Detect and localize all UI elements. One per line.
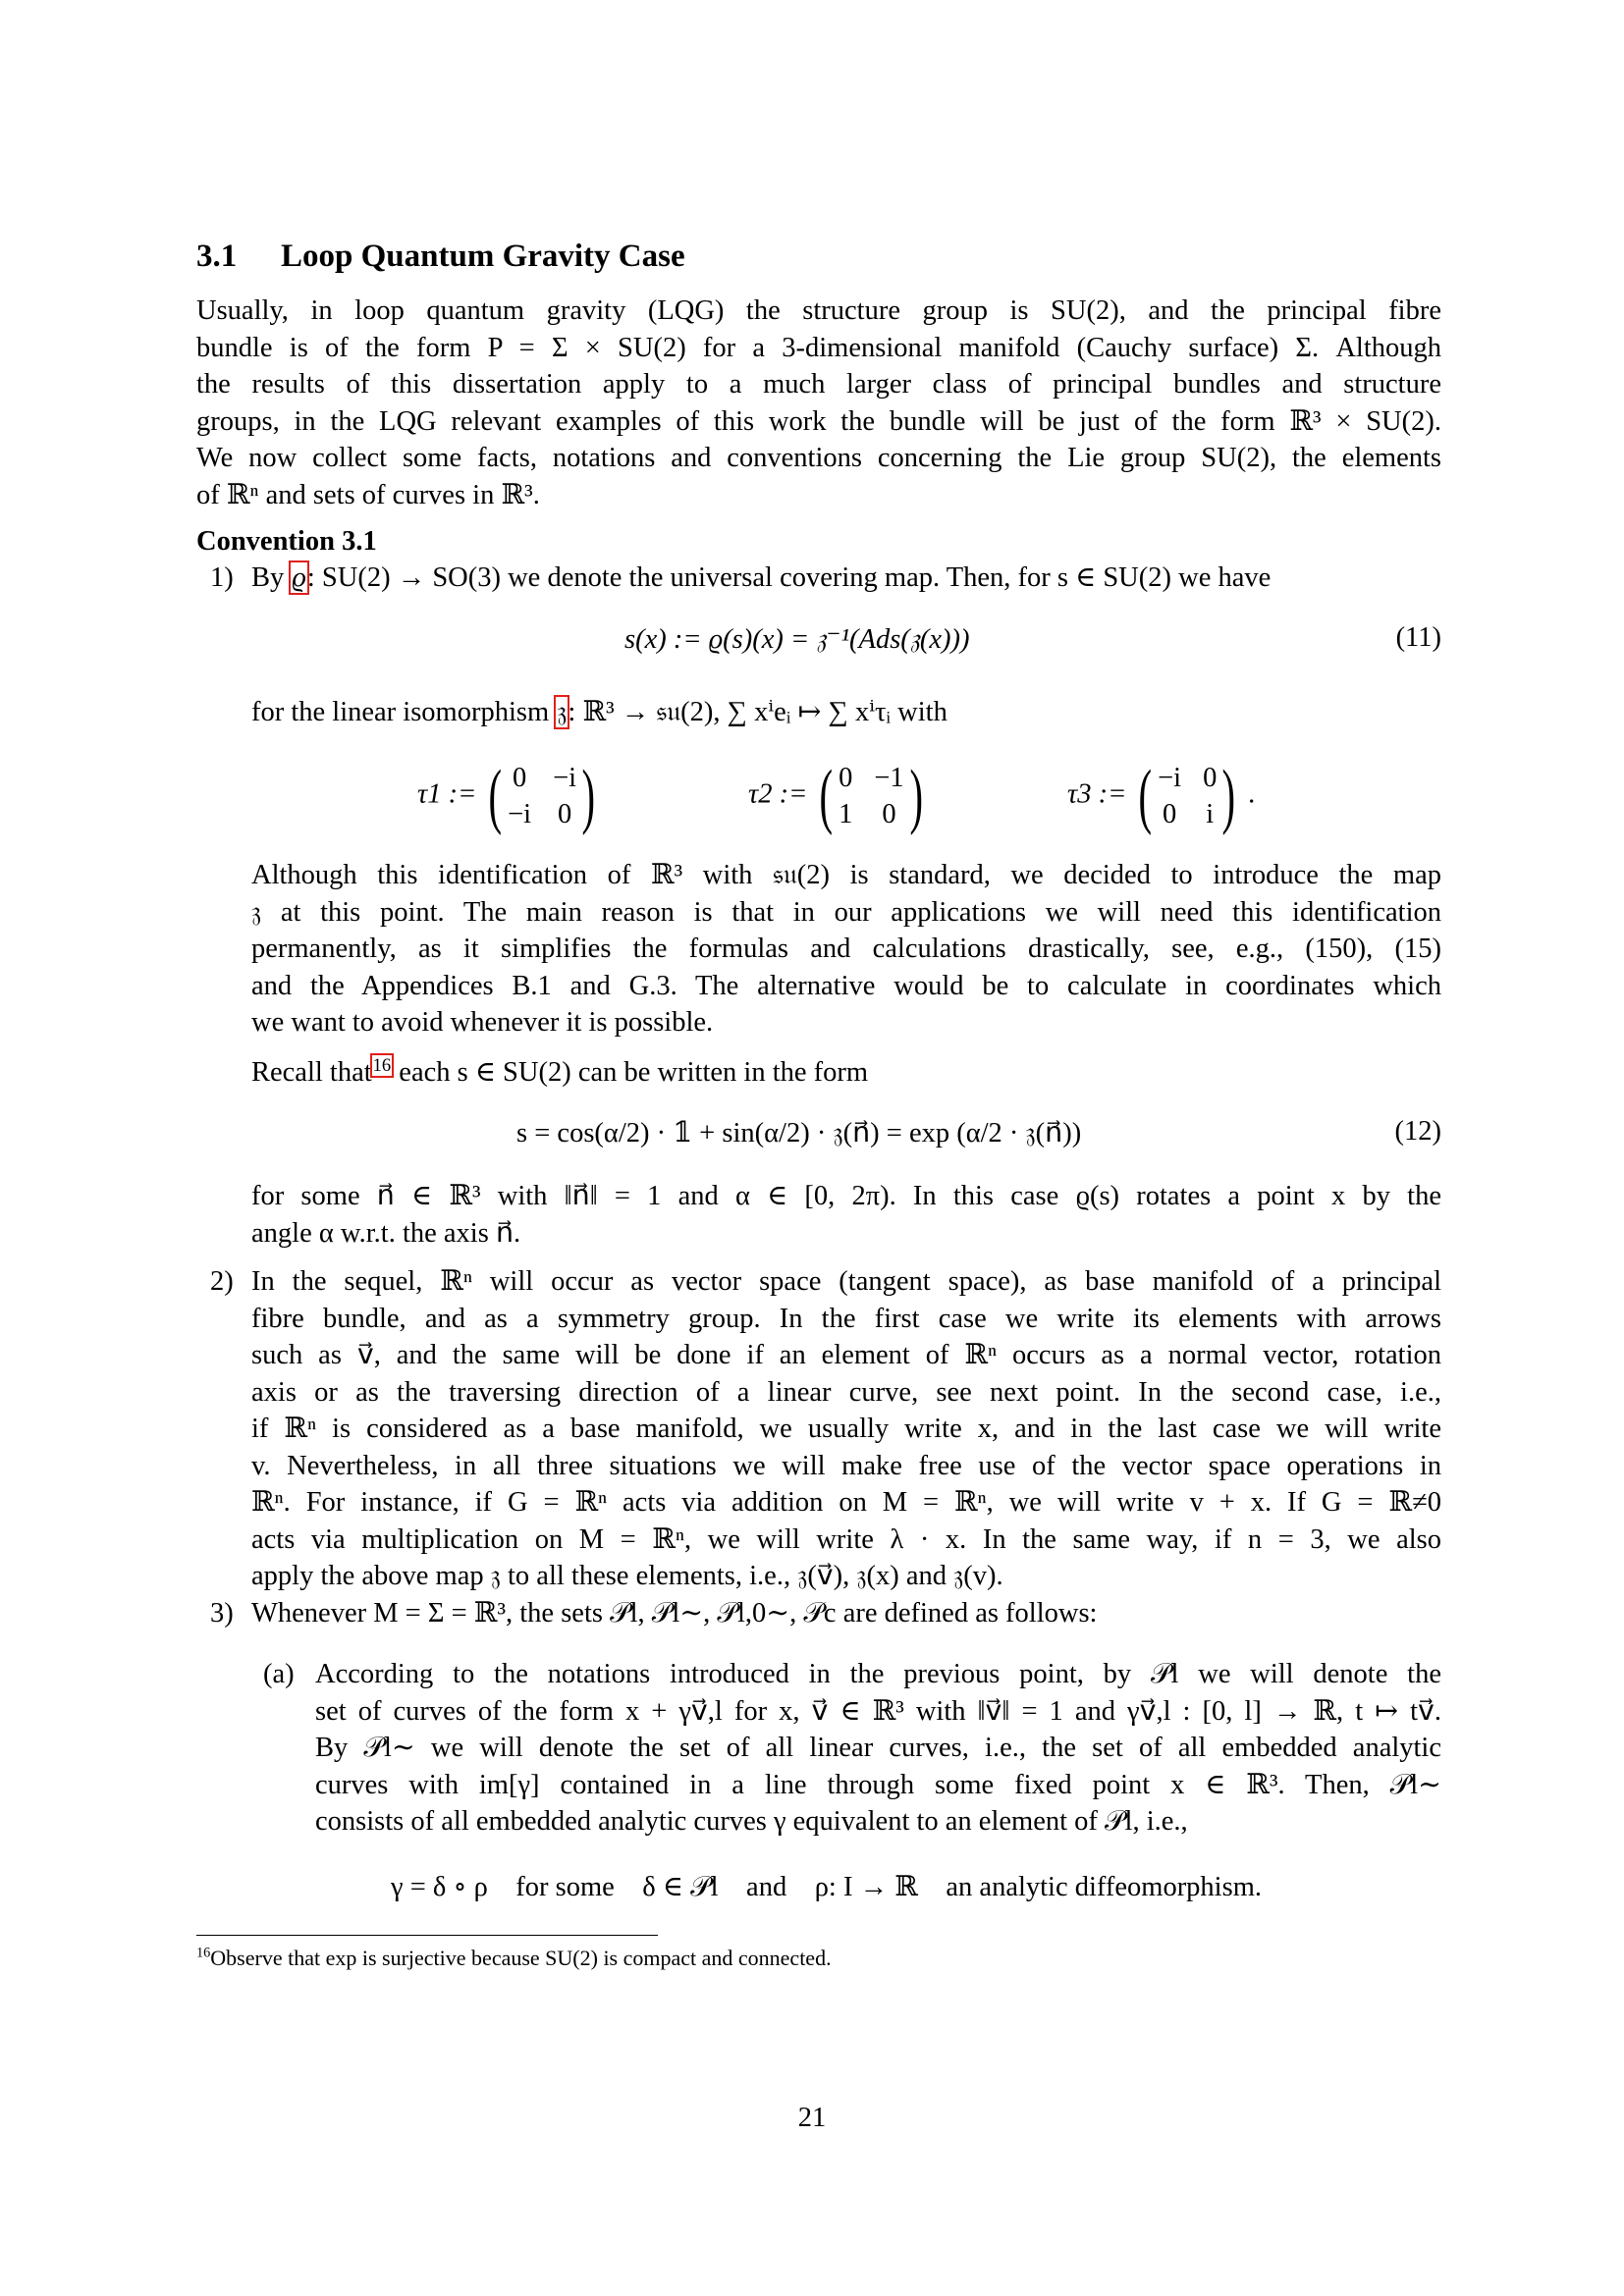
intro-paragraph xyxy=(196,293,1441,513)
section-number: 3.1 xyxy=(196,239,238,274)
item1-label: 1) xyxy=(210,562,234,593)
item3-label: 3) xyxy=(210,1598,234,1629)
matrix-entry: 0 xyxy=(882,799,896,829)
para-line: set of curves of the form x + γv⃗,l for x, v⃗ ∈ ℝ³ with ‖v⃗‖ = 1 and γv⃗,l : [0, l] → ℝ, t ↦ tv⃗. xyxy=(315,1695,1441,1727)
sub-a-paragraph xyxy=(315,1656,1441,1841)
iso-text-post: : ℝ³ → 𝔰𝔲(2), ∑ xⁱeᵢ ↦ ∑ xⁱτᵢ with xyxy=(568,697,947,727)
page-number: 21 xyxy=(797,2103,827,2133)
tau3-matrix: τ3 := ( −i 0 0 i ) . xyxy=(1067,756,1256,836)
para-line: angle α w.r.t. the axis n⃗. xyxy=(251,1217,521,1249)
para-line: apply the above map 𝔷 to all these elements, i.e., 𝔷(v⃗), 𝔷(x) and 𝔷(v). xyxy=(251,1561,1003,1591)
item1-first-line xyxy=(251,560,1441,597)
footnote-16-link[interactable]: 16 xyxy=(372,1054,392,1076)
matrix-entry: 0 xyxy=(557,799,572,829)
tau3-label: τ3 := xyxy=(1067,778,1127,810)
item1-text-post: : SU(2) → SO(3) we denote the universal covering map. Then, for s ∈ SU(2) we have xyxy=(306,562,1272,593)
equation-12-number: (12) xyxy=(1394,1116,1441,1147)
footnote-text: Observe that exp is surjective because SU(2) is compact and connected. xyxy=(210,1946,832,1970)
para-line: we want to avoid whenever it is possible. xyxy=(251,1007,714,1038)
para-line: According to the notations introduced in the previous point, by 𝒫l we will denote the xyxy=(315,1659,1441,1689)
recall-text-pre: Recall that xyxy=(251,1057,372,1088)
matrix-entry: −i xyxy=(1158,763,1182,793)
para-line: curves with im[γ] contained in a line through some fixed point x ∈ ℝ³. Then, 𝒫l∼ xyxy=(315,1769,1441,1800)
equation-11: s(x) := ϱ(s)(x) = 𝔷⁻¹(Ads(𝔷(x))) xyxy=(624,624,970,655)
matrix-entry: 0 xyxy=(512,763,527,793)
convention-heading: Convention 3.1 xyxy=(196,526,377,557)
para-line: consists of all embedded analytic curves γ equivalent to an element of 𝒫l, i.e., xyxy=(315,1806,1188,1837)
sub-a-label: (a) xyxy=(263,1659,295,1689)
para-line: In the sequel, ℝⁿ will occur as vector space (tangent space), as base manifold of a principal xyxy=(251,1266,1441,1297)
para-line: Although this identification of ℝ³ with 𝔰𝔲(2) is standard, we decided to introduce the map xyxy=(251,860,1441,890)
equivalence-equation: γ = δ ∘ ρ for some δ ∈ 𝒫l and ρ: I → ℝ an analytic diffeomorphism. xyxy=(391,1872,1262,1902)
equation-11-number: (11) xyxy=(1395,622,1441,653)
rotation-paragraph xyxy=(251,1178,1441,1252)
matrix-entry: −1 xyxy=(874,763,904,793)
tau2-label: τ2 := xyxy=(748,778,808,810)
para-line: fibre bundle, and as a symmetry group. In the first case we write its elements with arrows xyxy=(251,1303,1441,1334)
intro-line: bundle is of the form P = Σ × SU(2) for a 3-dimensional manifold (Cauchy surface) Σ. Although xyxy=(196,332,1441,363)
rho-link[interactable]: ϱ xyxy=(292,562,306,593)
para-line: By 𝒫l∼ we will denote the set of all linear curves, i.e., the set of all embedded analytic xyxy=(315,1733,1441,1763)
section-title: Loop Quantum Gravity Case xyxy=(281,239,685,274)
recall-line xyxy=(251,1054,868,1092)
para-line: such as v⃗, and the same will be done if an element of ℝⁿ occurs as a normal vector, rotation xyxy=(251,1340,1441,1370)
matrix-entry: −i xyxy=(508,799,532,829)
footnote-rule xyxy=(196,1935,658,1936)
intro-line: the results of this dissertation apply to a much larger class of principal bundles and structure xyxy=(196,369,1441,400)
para-line: 𝔷 at this point. The main reason is that in our applications we will need this identification xyxy=(251,896,1441,928)
matrix-entry: 0 xyxy=(839,763,853,793)
footnote-16 xyxy=(196,1946,832,1971)
matrix-entry: 0 xyxy=(1162,799,1177,829)
para-line: axis or as the traversing direction of a linear curve, see next point. In the second case, i.e., xyxy=(251,1376,1441,1408)
para-line: if ℝⁿ is considered as a base manifold, we usually write x, and in the last case we will write xyxy=(251,1414,1441,1444)
intro-line: We now collect some facts, notations and conventions concerning the Lie group SU(2), the elements xyxy=(196,443,1441,473)
para-line: acts via multiplication on M = ℝⁿ, we will write λ · x. In the same way, if n = 3, we also xyxy=(251,1523,1441,1555)
matrix-entry: −i xyxy=(553,763,577,793)
matrix-entry: 1 xyxy=(839,799,853,829)
intro-line: groups, in the LQG relevant examples of this work the bundle will be just of the form ℝ³ × SU(2). xyxy=(196,405,1441,437)
iso-text-pre: for the linear isomorphism xyxy=(251,697,557,727)
para-line: and the Appendices B.1 and G.3. The alternative would be to calculate in coordinates which xyxy=(251,970,1441,1001)
section-heading xyxy=(196,239,685,275)
equation-12: s = cos(α/2) · 𝟙 + sin(α/2) · 𝔷(n⃗) = exp (α/2 · 𝔷(n⃗)) xyxy=(516,1118,1082,1148)
intro-line: of ℝⁿ and sets of curves in ℝ³. xyxy=(196,479,540,510)
item2-paragraph xyxy=(251,1263,1441,1595)
item2-label: 2) xyxy=(210,1266,234,1297)
isomorphism-line xyxy=(251,694,947,731)
recall-text-post: each s ∈ SU(2) can be written in the form xyxy=(392,1057,869,1088)
z-map-link[interactable]: 𝔷 xyxy=(557,697,568,727)
tau1-matrix: τ1 := ( 0 −i −i 0 ) xyxy=(417,756,596,836)
tau2-matrix: τ2 := ( 0 −1 1 0 ) xyxy=(748,756,923,836)
intro-line: Usually, in loop quantum gravity (LQG) the structure group is SU(2), and the principal fibre xyxy=(196,295,1441,326)
matrix-entry: i xyxy=(1206,799,1215,829)
matrix-entry: 0 xyxy=(1203,763,1218,793)
item3-line: Whenever M = Σ = ℝ³, the sets 𝒫l, 𝒫l∼, 𝒫l,0∼, 𝒫c are defined as follows: xyxy=(251,1598,1098,1629)
para-line: ℝⁿ. For instance, if G = ℝⁿ acts via addition on M = ℝⁿ, we will write v + x. If G = ℝ≠0 xyxy=(251,1487,1441,1518)
identification-paragraph xyxy=(251,857,1441,1041)
item1-text-pre: By xyxy=(251,562,292,593)
tau1-label: τ1 := xyxy=(417,778,477,810)
para-line: permanently, as it simplifies the formulas and calculations drastically, see, e.g., (150), (15) xyxy=(251,934,1441,964)
footnote-mark: 16 xyxy=(196,1945,211,1961)
para-line: v. Nevertheless, in all three situations we will make free use of the vector space operations in xyxy=(251,1450,1441,1481)
para-line: for some n⃗ ∈ ℝ³ with ‖n⃗‖ = 1 and α ∈ [0, 2π). In this case ϱ(s) rotates a point x by the xyxy=(251,1181,1441,1211)
